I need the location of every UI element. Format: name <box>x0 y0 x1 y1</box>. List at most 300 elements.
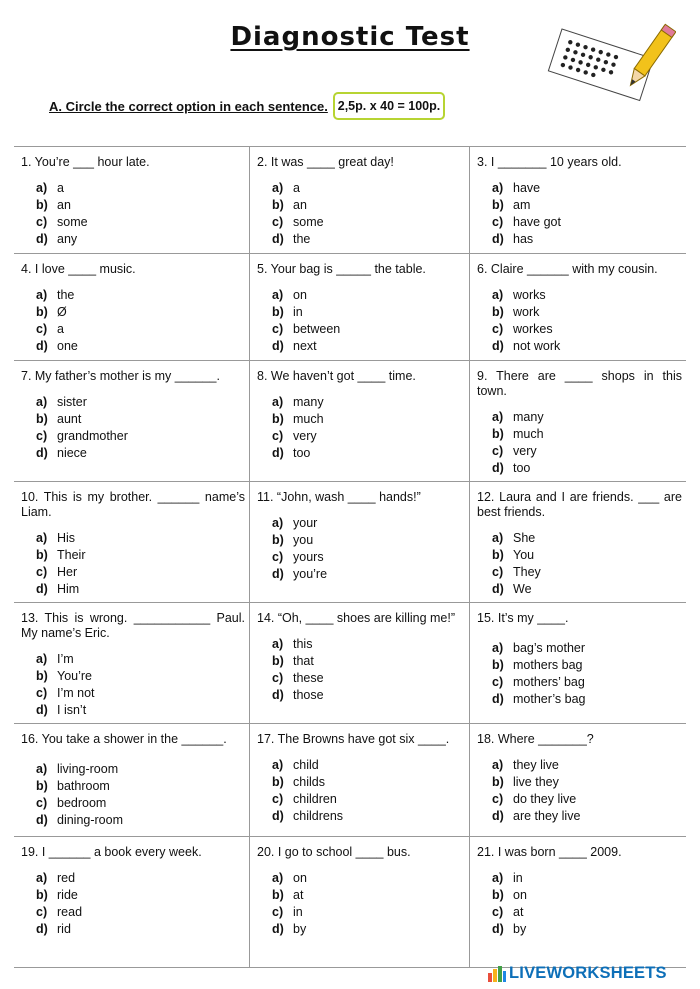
option[interactable] <box>272 921 465 938</box>
option-letter: b) <box>272 412 284 426</box>
question-text: 2. It was ____ great day! <box>257 155 394 169</box>
option-text: by <box>293 922 307 936</box>
option-text: You’re <box>57 669 92 683</box>
question-cell <box>250 603 470 724</box>
option-letter: b) <box>36 548 48 562</box>
option[interactable] <box>492 321 682 338</box>
question-cell <box>250 361 470 482</box>
option-text: these <box>293 671 324 685</box>
option[interactable] <box>492 409 682 426</box>
question-text: 13. This is wrong. ___________ Paul. My name’s Eric. <box>21 611 245 640</box>
option-text: niece <box>57 446 87 460</box>
option-letter: c) <box>36 796 48 810</box>
question-text: 19. I ______ a book every week. <box>21 845 202 859</box>
option-letter: c) <box>492 675 504 689</box>
option-text: childrens <box>293 809 344 823</box>
option-text: a <box>57 181 64 195</box>
option[interactable] <box>492 231 682 248</box>
option[interactable] <box>272 394 465 411</box>
option-text: not work <box>513 339 561 353</box>
question-cell <box>470 603 686 724</box>
option-letter: d) <box>492 339 504 353</box>
option-text: You <box>513 548 535 562</box>
option-text: in <box>293 905 303 919</box>
option-text: Their <box>57 548 86 562</box>
option-letter: d) <box>36 232 48 246</box>
question-cell <box>470 254 686 361</box>
option[interactable] <box>272 197 465 214</box>
option-letter: d) <box>36 582 48 596</box>
option-letter: b) <box>272 775 284 789</box>
option-text: those <box>293 688 324 702</box>
option-text: do they live <box>513 792 577 806</box>
option-text: some <box>293 215 324 229</box>
option-text: a <box>293 181 300 195</box>
liveworksheets-logo-icon <box>487 963 507 983</box>
option[interactable] <box>272 445 465 462</box>
option-letter: c) <box>36 322 48 336</box>
option-text: are they live <box>513 809 581 823</box>
option[interactable] <box>36 411 245 428</box>
option-text: some <box>57 215 88 229</box>
option-text: too <box>513 461 531 475</box>
option[interactable] <box>272 428 465 445</box>
option-letter: c) <box>492 444 504 458</box>
option-text: between <box>293 322 341 336</box>
option-text: I isn’t <box>57 703 87 717</box>
option-letter: b) <box>492 888 504 902</box>
option-text: I’m <box>57 652 74 666</box>
option[interactable] <box>272 653 465 670</box>
option-text: you’re <box>293 567 328 581</box>
option-letter: d) <box>272 232 284 246</box>
option-text: much <box>513 427 544 441</box>
option-text: an <box>57 198 71 212</box>
option-text: mothers bag <box>513 658 583 672</box>
option[interactable] <box>272 214 465 231</box>
option-letter: d) <box>492 922 504 936</box>
question-text: 18. Where _______? <box>477 732 594 746</box>
option[interactable] <box>36 394 245 411</box>
option-letter: d) <box>272 339 284 353</box>
option-letter: b) <box>36 779 48 793</box>
option-letter: d) <box>272 688 284 702</box>
option[interactable] <box>492 921 682 938</box>
option[interactable] <box>272 757 465 774</box>
option-text: in <box>293 305 303 319</box>
option-text: one <box>57 339 78 353</box>
option-text: works <box>513 288 546 302</box>
question-cell <box>14 482 250 603</box>
liveworksheets-logo[interactable] <box>487 962 667 984</box>
option-letter: a) <box>492 641 504 655</box>
option-letter: a) <box>36 181 48 195</box>
option-text: yours <box>293 550 324 564</box>
option-letter: d) <box>492 582 504 596</box>
option-letter: d) <box>36 703 48 717</box>
option[interactable] <box>36 761 245 778</box>
option-letter: b) <box>36 198 48 212</box>
option-letter: c) <box>492 565 504 579</box>
question-text: 8. We haven’t got ____ time. <box>257 369 416 383</box>
option[interactable] <box>36 197 245 214</box>
option-letter: b) <box>492 305 504 319</box>
question-text: 14. “Oh, ____ shoes are killing me!” <box>257 611 456 625</box>
option-letter: a) <box>36 871 48 885</box>
option[interactable] <box>272 808 465 825</box>
question-text: 1. You’re ___ hour late. <box>21 155 150 169</box>
question-cell <box>250 147 470 254</box>
option[interactable] <box>492 460 682 477</box>
option[interactable] <box>272 566 465 583</box>
option-text: many <box>513 410 544 424</box>
option-text: bedroom <box>57 796 107 810</box>
option-letter: d) <box>492 232 504 246</box>
option[interactable] <box>272 287 465 304</box>
option-letter: c) <box>492 905 504 919</box>
option-text: aunt <box>57 412 82 426</box>
option[interactable] <box>492 887 682 904</box>
option-text: a <box>57 322 64 336</box>
question-cell <box>14 147 250 254</box>
option-letter: b) <box>36 305 48 319</box>
option-letter: c) <box>272 322 284 336</box>
option-letter: d) <box>272 567 284 581</box>
option-letter: b) <box>272 305 284 319</box>
option-text: We <box>513 582 532 596</box>
question-cell <box>470 837 686 968</box>
option[interactable] <box>36 581 245 598</box>
option-letter: c) <box>492 792 504 806</box>
option[interactable] <box>272 774 465 791</box>
option-letter: c) <box>36 429 48 443</box>
option[interactable] <box>272 411 465 428</box>
option[interactable] <box>492 214 682 231</box>
option-letter: d) <box>492 809 504 823</box>
option-text: in <box>513 871 523 885</box>
option[interactable] <box>492 808 682 825</box>
option[interactable] <box>272 791 465 808</box>
option-text: have <box>513 181 541 195</box>
option-text: any <box>57 232 78 246</box>
option-letter: b) <box>36 669 48 683</box>
option[interactable] <box>36 702 245 719</box>
option[interactable] <box>492 657 682 674</box>
option[interactable] <box>36 321 245 338</box>
option-letter: a) <box>492 288 504 302</box>
option[interactable] <box>36 287 245 304</box>
option-letter: a) <box>492 531 504 545</box>
option-letter: d) <box>36 339 48 353</box>
option[interactable] <box>492 338 682 355</box>
option-letter: a) <box>36 288 48 302</box>
option[interactable] <box>36 304 245 321</box>
option-text: on <box>293 871 307 885</box>
option[interactable] <box>272 549 465 566</box>
question-cell <box>14 603 250 724</box>
option[interactable] <box>492 304 682 321</box>
question-text: 20. I go to school ____ bus. <box>257 845 411 859</box>
question-text: 15. It’s my ____. <box>477 611 569 625</box>
option-text: an <box>293 198 307 212</box>
option-letter: d) <box>36 446 48 460</box>
question-text: 4. I love ____ music. <box>21 262 136 276</box>
option[interactable] <box>492 757 682 774</box>
option-letter: c) <box>272 429 284 443</box>
option-letter: a) <box>36 762 48 776</box>
option-text: workes <box>513 322 553 336</box>
question-cell <box>250 482 470 603</box>
option-letter: b) <box>492 548 504 562</box>
option-text: on <box>513 888 527 902</box>
option[interactable] <box>36 870 245 887</box>
option[interactable] <box>272 321 465 338</box>
question-text: 11. “John, wash ____ hands!” <box>257 490 421 504</box>
option-letter: b) <box>36 412 48 426</box>
option-text: they live <box>513 758 559 772</box>
option[interactable] <box>272 887 465 904</box>
option-letter: d) <box>492 692 504 706</box>
option-text: children <box>293 792 337 806</box>
option-letter: b) <box>36 888 48 902</box>
question-cell <box>470 361 686 482</box>
option-text: am <box>513 198 531 212</box>
option[interactable] <box>36 530 245 547</box>
option-letter: c) <box>272 215 284 229</box>
option-text: much <box>293 412 324 426</box>
option-letter: d) <box>492 461 504 475</box>
option[interactable] <box>492 564 682 581</box>
question-text: 10. This is my brother. ______ name’s Liam. <box>21 490 245 519</box>
question-cell <box>14 254 250 361</box>
option[interactable] <box>272 532 465 549</box>
question-text: 12. Laura and I are friends. ___ are best friends. <box>477 490 682 519</box>
option-letter: a) <box>272 395 284 409</box>
option-letter: a) <box>36 531 48 545</box>
logo-text: LIVEWORKSHEETS <box>509 963 667 982</box>
option-text: child <box>293 758 319 772</box>
option-text: too <box>293 446 311 460</box>
option-letter: c) <box>272 550 284 564</box>
option-text: the <box>293 232 311 246</box>
option[interactable] <box>272 515 465 532</box>
option-text: ride <box>57 888 78 902</box>
option-letter: c) <box>36 686 48 700</box>
option-letter: c) <box>272 671 284 685</box>
option-text: mothers’ bag <box>513 675 585 689</box>
question-cell <box>470 482 686 603</box>
option-letter: d) <box>272 446 284 460</box>
option-letter: d) <box>272 922 284 936</box>
question-text: 17. The Browns have got six ____. <box>257 732 450 746</box>
option-text: bathroom <box>57 779 110 793</box>
option[interactable] <box>272 687 465 704</box>
option-letter: a) <box>272 758 284 772</box>
question-text: 21. I was born ____ 2009. <box>477 845 622 859</box>
option-letter: b) <box>272 533 284 547</box>
option-letter: d) <box>36 813 48 827</box>
option-text: grandmother <box>57 429 128 443</box>
answer-sheet-pencil-icon <box>538 22 676 102</box>
option-letter: b) <box>272 888 284 902</box>
question-cell <box>14 837 250 968</box>
option[interactable] <box>272 870 465 887</box>
option-text: has <box>513 232 534 246</box>
option[interactable] <box>492 581 682 598</box>
option-letter: a) <box>272 637 284 651</box>
option[interactable] <box>492 197 682 214</box>
option-letter: b) <box>492 775 504 789</box>
option-text: live they <box>513 775 559 789</box>
option-letter: c) <box>36 565 48 579</box>
question-grid <box>14 146 686 968</box>
option[interactable] <box>36 564 245 581</box>
option-letter: d) <box>272 809 284 823</box>
option[interactable] <box>492 774 682 791</box>
option[interactable] <box>36 921 245 938</box>
option-text: your <box>293 516 318 530</box>
option-letter: a) <box>492 871 504 885</box>
option-text: rid <box>57 922 71 936</box>
option[interactable] <box>36 668 245 685</box>
question-cell <box>250 254 470 361</box>
option[interactable] <box>492 870 682 887</box>
option-text: on <box>293 288 307 302</box>
option-text: at <box>293 888 304 902</box>
option[interactable] <box>492 640 682 657</box>
option[interactable] <box>492 674 682 691</box>
option-text: They <box>513 565 541 579</box>
option-text: sister <box>57 395 87 409</box>
option-text: living-room <box>57 762 119 776</box>
option-letter: a) <box>272 516 284 530</box>
option[interactable] <box>272 304 465 321</box>
option-text: childs <box>293 775 325 789</box>
option-text: Her <box>57 565 78 579</box>
option-letter: b) <box>492 658 504 672</box>
score-box: 2,5p. x 40 = 100p. <box>333 92 445 120</box>
option-letter: a) <box>272 871 284 885</box>
question-text: 7. My father’s mother is my ______. <box>21 369 220 383</box>
option-letter: b) <box>492 198 504 212</box>
option-text: have got <box>513 215 561 229</box>
question-cell <box>14 724 250 837</box>
option-letter: c) <box>36 215 48 229</box>
option[interactable] <box>36 445 245 462</box>
option[interactable] <box>36 338 245 355</box>
option-text: mother’s bag <box>513 692 586 706</box>
question-cell <box>14 361 250 482</box>
question-cell <box>250 724 470 837</box>
option[interactable] <box>36 812 245 829</box>
option-letter: a) <box>272 288 284 302</box>
title-text: Diagnostic Test <box>230 22 470 52</box>
option-letter: a) <box>492 181 504 195</box>
option-letter: b) <box>272 654 284 668</box>
option[interactable] <box>272 231 465 248</box>
option[interactable] <box>36 904 245 921</box>
option-letter: b) <box>492 427 504 441</box>
option-letter: a) <box>492 410 504 424</box>
option[interactable] <box>272 904 465 921</box>
option[interactable] <box>36 651 245 668</box>
option[interactable] <box>36 428 245 445</box>
option-text: very <box>513 444 537 458</box>
option-text: bag’s mother <box>513 641 586 655</box>
question-text: 5. Your bag is _____ the table. <box>257 262 426 276</box>
question-text: 3. I _______ 10 years old. <box>477 155 622 169</box>
option[interactable] <box>272 338 465 355</box>
option-text: you <box>293 533 314 547</box>
option[interactable] <box>36 887 245 904</box>
instruction-text: A. Circle the correct option in each sentence. <box>49 99 328 114</box>
option[interactable] <box>492 904 682 921</box>
option-letter: a) <box>272 181 284 195</box>
option[interactable] <box>492 791 682 808</box>
option-text: Ø <box>57 305 67 319</box>
option-text: read <box>57 905 83 919</box>
option[interactable] <box>36 180 245 197</box>
question-cell <box>470 724 686 837</box>
option-text: the <box>57 288 75 302</box>
option[interactable] <box>36 231 245 248</box>
option-text: work <box>513 305 540 319</box>
option-letter: d) <box>36 922 48 936</box>
question-cell <box>250 837 470 968</box>
option[interactable] <box>492 530 682 547</box>
option-text: dining-room <box>57 813 124 827</box>
option[interactable] <box>272 636 465 653</box>
option[interactable] <box>492 547 682 564</box>
option[interactable] <box>492 287 682 304</box>
option-letter: c) <box>36 905 48 919</box>
option-letter: a) <box>492 758 504 772</box>
option[interactable] <box>492 426 682 443</box>
question-text: 9. There are ____ shops in this town. <box>477 369 682 398</box>
option[interactable] <box>36 547 245 564</box>
option-text: this <box>293 637 313 651</box>
question-text: 16. You take a shower in the ______. <box>21 732 227 746</box>
option-letter: a) <box>36 395 48 409</box>
option-text: I’m not <box>57 686 95 700</box>
option-text: She <box>513 531 536 545</box>
option[interactable] <box>492 443 682 460</box>
option-text: next <box>293 339 317 353</box>
option-letter: c) <box>272 905 284 919</box>
option[interactable] <box>36 685 245 702</box>
option[interactable] <box>36 778 245 795</box>
option-text: many <box>293 395 324 409</box>
option-text: very <box>293 429 317 443</box>
option[interactable] <box>492 180 682 197</box>
question-cell <box>470 147 686 254</box>
option-text: His <box>57 531 76 545</box>
option-letter: c) <box>272 792 284 806</box>
option-text: by <box>513 922 527 936</box>
option[interactable] <box>272 180 465 197</box>
option[interactable] <box>492 691 682 708</box>
option-text: that <box>293 654 314 668</box>
option-text: red <box>57 871 76 885</box>
option-text: Him <box>57 582 80 596</box>
option-letter: c) <box>492 322 504 336</box>
option-letter: c) <box>492 215 504 229</box>
option[interactable] <box>272 670 465 687</box>
option[interactable] <box>36 214 245 231</box>
option[interactable] <box>36 795 245 812</box>
option-letter: b) <box>272 198 284 212</box>
question-text: 6. Claire ______ with my cousin. <box>477 262 658 276</box>
